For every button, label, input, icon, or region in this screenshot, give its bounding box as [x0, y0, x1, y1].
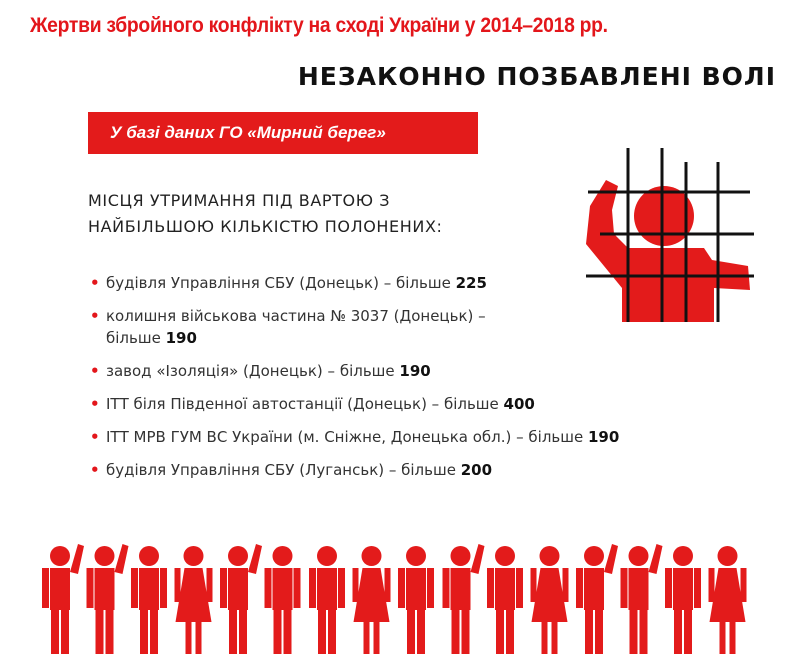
bullet-icon: • — [90, 274, 100, 292]
woman-figure-icon — [709, 546, 747, 654]
man-figure-icon — [487, 546, 523, 654]
location-count: 200 — [460, 461, 493, 479]
location-text: ІТТ МРВ ГУМ ВС України (м. Сніжне, Донецька обл.) – більше — [106, 428, 588, 446]
woman-figure-icon — [175, 546, 213, 654]
woman-figure-icon — [353, 546, 391, 654]
location-text: завод «Ізоляція» (Донецьк) – більше — [106, 362, 400, 380]
man-raising-hand-icon — [42, 544, 84, 654]
location-text: будівля Управління СБУ (Луганськ) – більше — [106, 461, 461, 479]
location-count: 190 — [587, 428, 620, 446]
section-heading: МІСЦЯ УТРИМАННЯ ПІД ВАРТОЮ З НАЙБІЛЬШОЮ КІЛЬКІСТЮ ПОЛОНЕНИХ: — [88, 191, 443, 236]
man-figure-icon — [131, 546, 167, 654]
man-figure-icon — [665, 546, 701, 654]
source-banner: У базі даних ГО «Мирний берег» — [88, 112, 478, 154]
woman-figure-icon — [531, 546, 569, 654]
bullet-icon: • — [90, 307, 100, 325]
list-item — [90, 459, 710, 481]
location-count: 400 — [503, 395, 535, 413]
list-item — [90, 360, 710, 382]
bullet-icon: • — [90, 461, 100, 479]
man-raising-hand-icon — [576, 544, 618, 654]
man-figure-icon — [265, 546, 301, 654]
infographic-title: Жертви збройного конфлікту на сході України у 2014–2018 рр. — [30, 14, 608, 37]
location-count: 190 — [165, 329, 197, 347]
list-item — [90, 305, 540, 349]
man-raising-hand-icon — [87, 544, 129, 654]
location-text: колишня військова частина № 3037 (Донецьк) – більше — [106, 307, 486, 347]
main-heading: НЕЗАКОННО ПОЗБАВЛЕНІ ВОЛІ — [297, 62, 776, 91]
list-item — [90, 426, 710, 448]
location-count: 190 — [399, 362, 431, 380]
prisoner-behind-bars-icon — [578, 148, 778, 328]
location-count: 225 — [455, 274, 487, 292]
bullet-icon: • — [90, 395, 100, 413]
man-raising-hand-icon — [220, 544, 262, 654]
list-item — [90, 393, 710, 415]
bullet-icon: • — [90, 428, 100, 446]
people-figures-row — [40, 540, 770, 660]
location-text: ІТТ біля Південної автостанції (Донецьк) – більше — [106, 395, 504, 413]
location-text: будівля Управління СБУ (Донецьк) – більше — [106, 274, 456, 292]
man-raising-hand-icon — [621, 544, 663, 654]
man-raising-hand-icon — [443, 544, 485, 654]
man-figure-icon — [398, 546, 434, 654]
man-figure-icon — [309, 546, 345, 654]
bullet-icon: • — [90, 362, 100, 380]
